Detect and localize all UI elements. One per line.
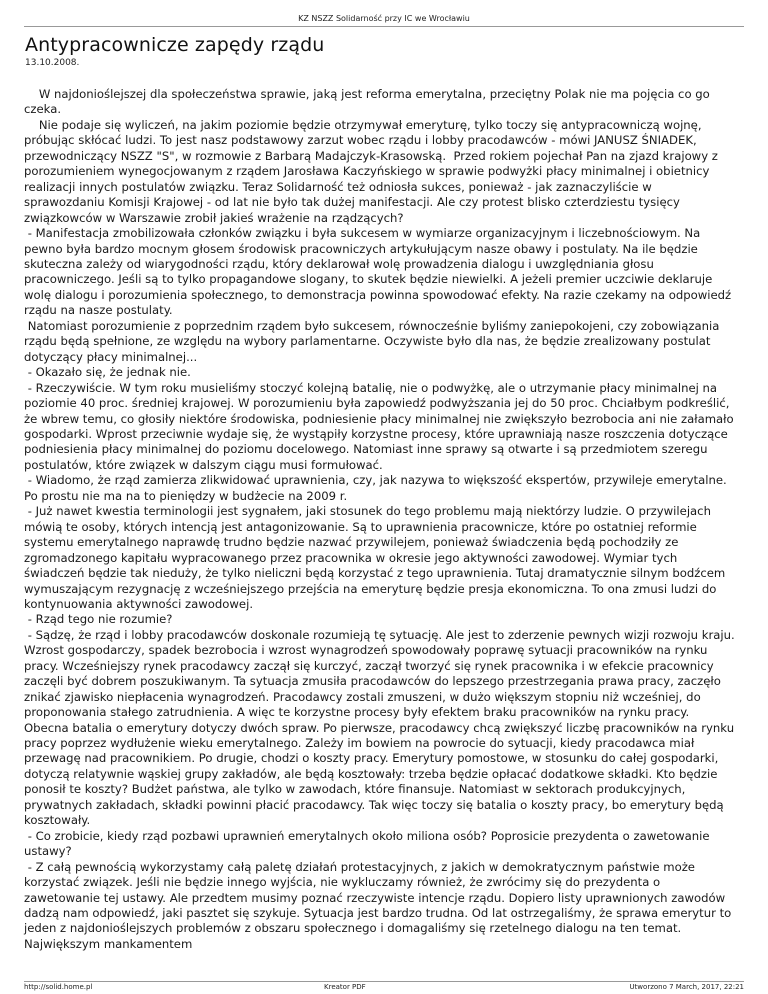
article-paragraph: - Wiadomo, że rząd zamierza zlikwidować uprawnienia, czy, jak nazywa to większość ekspertów, przywileje emerytalne. Po prostu nie ma na to pieniędzy w budżecie na 2009 r. (24, 473, 731, 503)
footer-generator: Kreator PDF (324, 983, 366, 991)
footer-created: Utworzono 7 March, 2017, 22:21 (629, 983, 744, 991)
article-paragraph: - Już nawet kwestia terminologii jest sygnałem, jaki stosunek do tego problemu mają niektórzy ludzie. O przywilejach mówią te osoby, których intencją jest antagonizowanie. Są to uprawnienia pracownicze, które po ostatniej reformie systemu emerytalnego naprawdę trudno będzie nazwać przywilejem, ponieważ świadczenia będą pochodziły ze zgromadzonego kapitału wypracowanego przez pracownika w okresie jego aktywności zawodowej. Wymiar tych świadczeń będzie tak nieduży, że tylko nieliczni będą korzystać z tego uprawnienia. Tutaj dramatycznie silnym bodźcem wymuszającym rezygnację z wcześniejszego przejścia na emeryturę będzie presja ekonomiczna. To ona zmusi ludzi do kontynuowania aktywności zawodowej. (24, 504, 729, 611)
article-paragraph: Nie podaje się wyliczeń, na jakim poziomie będzie otrzymywał emeryturę, tylko toczy się antypracowniczą wojnę, próbując skłócać ludzi. To jest nasz podstawowy zarzut wobec rządu i lobby pracodawców - mówi JANUSZ ŚNIADEK, przewodniczący NSZZ "S", w rozmowie z Barbarą Madajczyk-Krasowską. Przed rokiem pojechał Pan na zjazd krajowy z porozumieniem wynegocjowanym z rządem Jarosława Kaczyńskiego w sprawie podwyżki płacy minimalnej i obietnicy realizacji innych postulatów związku. Teraz Solidarność też odniosła sukces, ponieważ - jak zaznaczyliście w sprawozdaniu Komisji Krajowej - od lat nie było tak dużej manifestacji. Ale czy protest blisko czterdziestu tysięcy związkowców w Warszawie zrobił jakieś wrażenie na rządzących? (24, 117, 722, 225)
article-paragraph: - Z całą pewnością wykorzystamy całą paletę działań protestacyjnych, z jakich w demokratycznym państwie może korzystać związek. Jeśli nie będzie innego wyjścia, nie wykluczamy również, że zwrócimy się do prezydenta o zawetowanie tej ustawy. Ale przedtem musimy poznać rzeczywiste intencje rządu. Dopiero listy uprawnionych zawodów dadzą nam odpowiedź, jaki pasztet się szykuje. Sytuacja jest bardzo trudna. Od lat ostrzegaliśmy, że sprawa emerytur to jeden z najdonioślejszych problemów z obszaru społecznego i domagaliśmy się rzetelnego dialogu na ten temat. Największym mankamentem (24, 859, 735, 951)
article-paragraph: Natomiast porozumienie z poprzednim rządem było sukcesem, równocześnie byliśmy zaniepokojeni, czy zobowiązania rządu będą spełnione, ze względu na wybory parlamentarne. Oczywiste było dla nas, że będzie zrealizowany postulat dotyczący płacy minimalnej... (24, 318, 724, 364)
article-paragraph: W najdonioślejszej dla społeczeństwa sprawie, jaką jest reforma emerytalna, przeciętny Polak nie ma pojęcia co go czeka. (24, 87, 714, 117)
article-paragraph: - Rzeczywiście. W tym roku musieliśmy stoczyć kolejną batalię, nie o podwyżkę, ale o utrzymanie płacy minimalnej na poziomie 40 proc. średniej krajowej. W porozumieniu była zapowiedź podwyższania jej do 50 proc. Chciałbym podkreślić, że wbrew temu, co głosiły niektóre środowiska, podniesienie płacy minimalnej nie zwiększyło bezrobocia ani nie załamało gospodarki. Wprost przeciwnie wydaje się, że wystąpiły korzystne procesy, które uprawniają nasze roszczenia dotyczące podniesienia płacy minimalnej do poziomu docelowego. Natomiast inne sprawy są otwarte i są przedmiotem szeregu postulatów, które związek w dalszym ciągu musi formułować. (24, 380, 738, 472)
footer-divider (24, 981, 744, 982)
page-header (24, 14, 744, 23)
article-title: Antypracownicze zapędy rządu (25, 34, 325, 56)
article-paragraph: - Manifestacja zmobilizowała członków związku i była sukcesem w wymiarze organizacyjnym i liczebnościowym. Na pewno była bardzo mocnym głosem środowisk pracowniczych artykułującym nasze obawy i postulaty. Na ile będzie skuteczna zależy od wiarygodności rządu, który deklarował wolę prowadzenia dialogu i uwzględniania głosu pracowniczego. Jeśli są to tylko propagandowe slogany, to skutek będzie niewielki. A jeżeli premier uczciwie deklaruje wolę dialogu i porozumienia społecznego, to demonstracja powinna spowodować efekty. Na razie czekamy na odpowiedź rządu na nasze postulaty. (24, 226, 735, 318)
article-paragraph: - Okazało się, że jednak nie. (24, 365, 191, 380)
article-body (24, 87, 739, 952)
article-date: 13.10.2008. (25, 58, 80, 68)
article-paragraph: - Co zrobicie, kiedy rząd pozbawi uprawnień emerytalnych około miliona osób? Poprosicie prezydenta o zawetowanie ustawy? (24, 828, 714, 859)
article-paragraph: - Sądzę, że rząd i lobby pracodawców doskonale rozumieją tę sytuację. Ale jest to zderzenie pewnych wizji rozwoju kraju. Wzrost gospodarczy, spadek bezrobocia i wzrost wynagrodzeń spowodowały poprawę sytuacji pracowników na rynku pracy. Wcześniejszy rynek pracodawcy zaczął się kurczyć, zaczął tworzyć się rynek pracownika i w efekcie pracownicy zaczęli być dobrem poszukiwanym. Ta sytuacja zmusiła pracodawców do lepszego przestrzegania prawa pracy, zaczęło znikać zjawisko niepłacenia wynagrodzeń. Pracodawcy zostali zmuszeni, w dużo większym stopniu niż wcześniej, do proponowania stałego zatrudnienia. A więc te korzystne procesy były efektem braku pracowników na rynku pracy. Obecna batalia o emerytury dotyczy dwóch spraw. Po pierwsze, pracodawcy chcą zwiększyć liczbę pracowników na rynku pracy poprzez wydłużenie wieku emerytalnego. Zależy im bowiem na powrocie do sytuacji, kiedy pracodawca miał przewagę nad pracownikiem. Po drugie, chodzi o koszty pracy. Emerytury pomostowe, w stosunku do całej gospodarki, dotyczą relatywnie wąskiej grupy zakładów, ale będą kosztowały: trzeba będzie opłacać dodatkowe składki. Kto będzie ponosił te koszty? Budżet państwa, ale tylko w zawodach, które finansuje. Natomiast w sektorach produkcyjnych, prywatnych zakładach, składki powinni płacić pracodawcy. Tak więc toczy się batalia o koszty pracy, bo emerytury będą kosztowały. (24, 627, 739, 828)
header-divider (24, 26, 744, 27)
header-text: KZ NSZZ Solidarność przy IC we Wrocławiu (298, 14, 470, 23)
article-paragraph: - Rząd tego nie rozumie? (24, 612, 173, 627)
footer-url: http://solid.home.pl (24, 983, 93, 991)
